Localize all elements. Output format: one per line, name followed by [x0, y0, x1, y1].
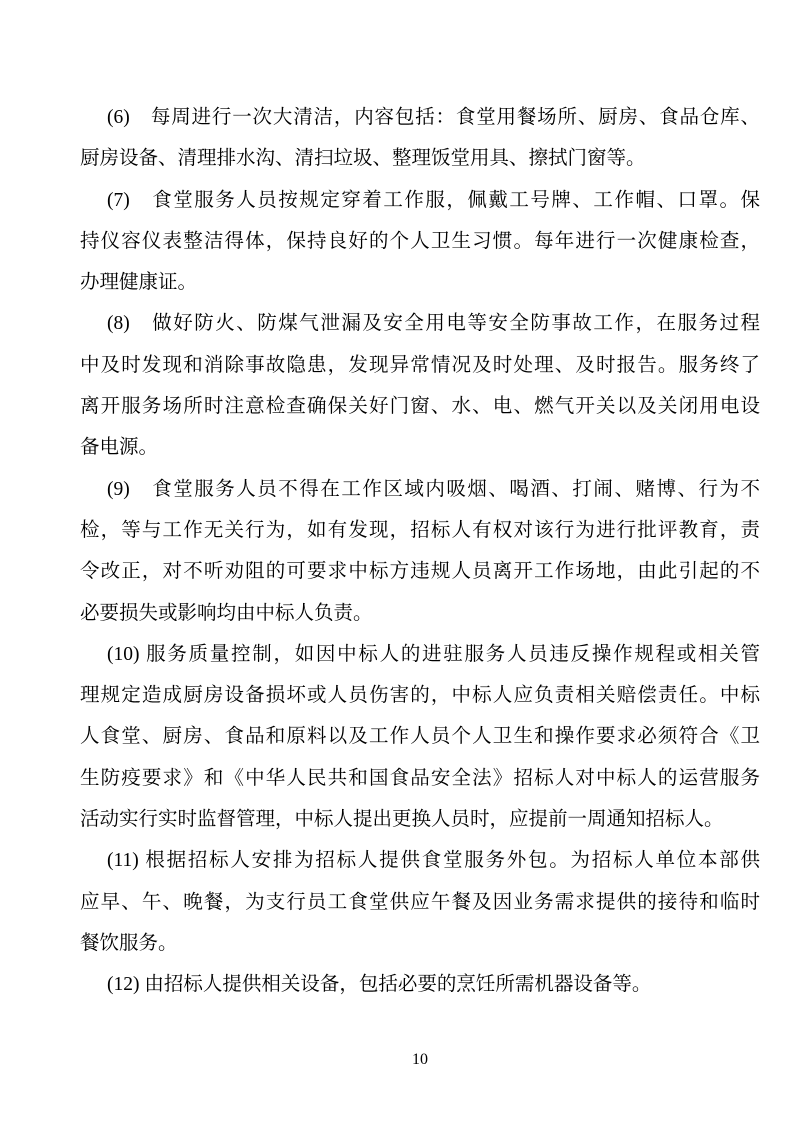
- text-line: 必要损失或影响均由中标人负责。: [80, 602, 373, 624]
- text-line: 中及时发现和消除事故隐患，发现异常情况及时处理、及时报告。服务终了: [80, 354, 760, 376]
- text-line: 令改正，对不听劝阻的可要求中标方违规人员离开工作场地，由此引起的不: [80, 561, 760, 583]
- paragraph: [80, 97, 760, 180]
- text-line: (10) 服务质量控制，如因中标人的进驻服务人员违反操作规程或相关管: [107, 643, 760, 665]
- text-line: (7) 食堂服务人员按规定穿着工作服，佩戴工号牌、工作帽、口罩。保: [107, 189, 760, 211]
- text-line: 检，等与工作无关行为，如有发现，招标人有权对该行为进行批评教育，责: [80, 519, 760, 541]
- text-line: 理规定造成厨房设备损坏或人员伤害的，中标人应负责相关赔偿责任。中标: [80, 685, 760, 707]
- text-line: 活动实行实时监督管理，中标人提出更换人员时，应提前一周通知招标人。: [80, 809, 724, 831]
- text-line: 人食堂、厨房、食品和原料以及工作人员个人卫生和操作要求必须符合《卫: [80, 726, 760, 748]
- text-line: 厨房设备、清理排水沟、清扫垃圾、整理饭堂用具、擦拭门窗等。: [80, 148, 646, 170]
- text-line: (8) 做好防火、防煤气泄漏及安全用电等安全防事故工作，在服务过程: [107, 313, 760, 335]
- text-line: 餐饮服务。: [80, 932, 178, 954]
- text-line: (12) 由招标人提供相关设备，包括必要的烹饪所需机器设备等。: [107, 974, 652, 996]
- text-line: (6) 每周进行一次大清洁，内容包括：食堂用餐场所、厨房、食品仓库、: [107, 107, 760, 128]
- text-line: (11) 根据招标人安排为招标人提供食堂服务外包。为招标人单位本部供: [107, 850, 760, 872]
- page-number: 10: [412, 1051, 428, 1068]
- text-line: 生防疫要求》和《中华人民共和国食品安全法》招标人对中标人的运营服务: [80, 767, 760, 789]
- paragraph: [80, 840, 760, 964]
- paragraph: [80, 634, 760, 840]
- text-line: 备电源。: [80, 437, 159, 459]
- text-line: 持仪容仪表整洁得体，保持良好的个人卫生习惯。每年进行一次健康检查，: [80, 230, 760, 252]
- paragraph: [80, 303, 760, 468]
- text-line: (9) 食堂服务人员不得在工作区域内吸烟、喝酒、打闹、赌博、行为不: [107, 478, 760, 500]
- paragraph: [80, 964, 760, 1005]
- document-body: [80, 97, 760, 1006]
- text-line: 应早、午、晚餐，为支行员工食堂供应午餐及因业务需求提供的接待和临时: [80, 891, 760, 913]
- page-footer: [80, 1050, 760, 1070]
- text-line: 办理健康证。: [80, 272, 198, 294]
- paragraph: [80, 469, 760, 634]
- paragraph: [80, 180, 760, 304]
- text-line: 离开服务场所时注意检查确保关好门窗、水、电、燃气开关以及关闭用电设: [80, 396, 760, 418]
